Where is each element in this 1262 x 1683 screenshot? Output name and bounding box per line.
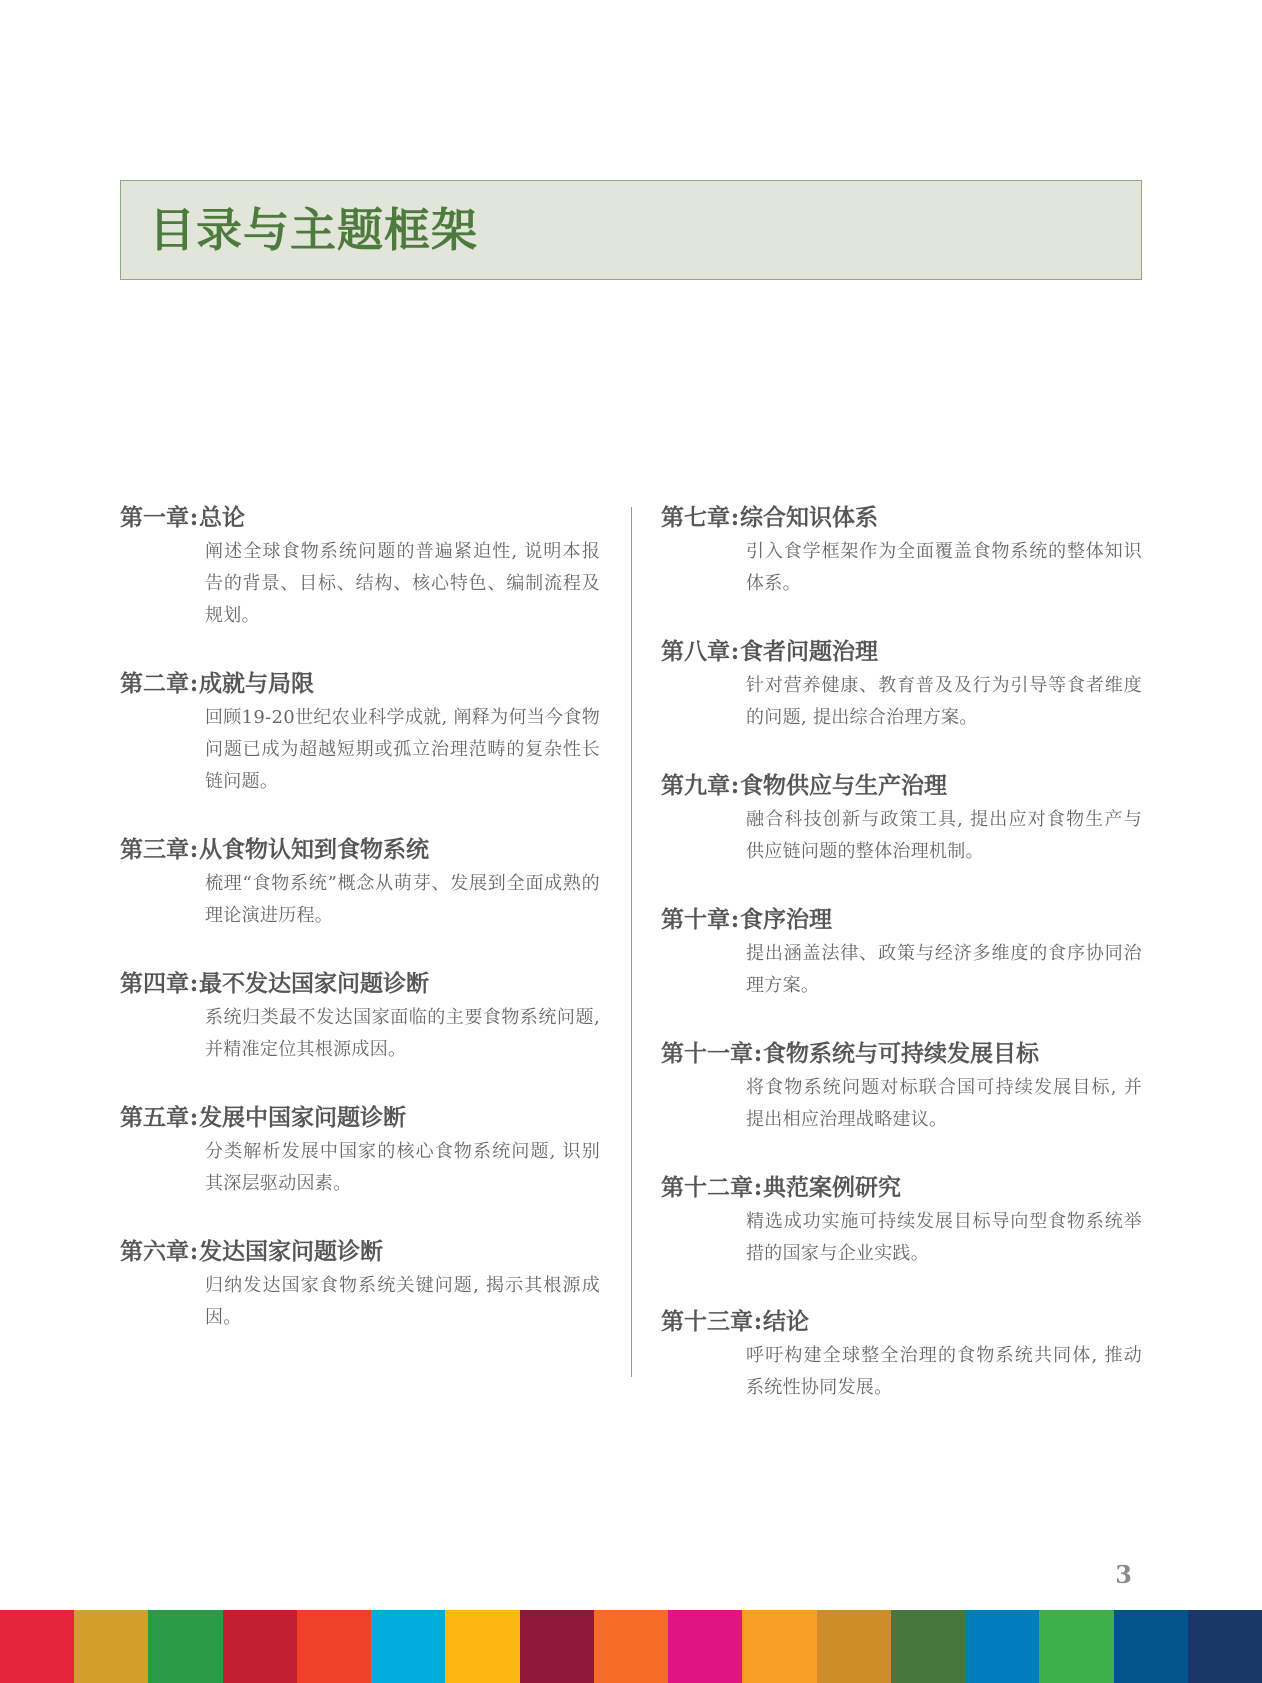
chapter-description: 融合科技创新与政策工具, 提出应对食物生产与供应链问题的整体治理机制。 xyxy=(746,809,1142,862)
chapter-number: 第十一章 xyxy=(661,1040,753,1067)
chapter-title: 最不发达国家问题诊断 xyxy=(199,970,429,997)
chapter-title: 综合知识体系 xyxy=(740,504,878,531)
title-banner xyxy=(120,180,1142,280)
color-segment xyxy=(742,1610,816,1683)
chapter-colon: : xyxy=(730,772,740,799)
chapter-colon: : xyxy=(730,504,740,531)
color-segment xyxy=(1039,1610,1113,1683)
chapter-description: 将食物系统问题对标联合国可持续发展目标, 并提出相应治理战略建议。 xyxy=(746,1077,1142,1130)
chapter-colon: : xyxy=(189,970,199,997)
toc-chapter xyxy=(661,768,1142,868)
color-segment xyxy=(1188,1610,1262,1683)
chapter-heading xyxy=(120,1234,600,1270)
chapter-number: 第十二章 xyxy=(661,1174,753,1201)
color-segment xyxy=(223,1610,297,1683)
chapter-number: 第六章 xyxy=(120,1238,189,1265)
color-segment xyxy=(891,1610,965,1683)
color-segment xyxy=(148,1610,222,1683)
chapter-title: 结论 xyxy=(763,1308,809,1335)
chapter-title: 总论 xyxy=(199,504,245,531)
chapter-colon: : xyxy=(189,836,199,863)
chapter-heading xyxy=(120,666,600,702)
chapter-description: 梳理“食物系统”概念从萌芽、发展到全面成熟的理论演进历程。 xyxy=(205,873,600,926)
toc-chapter xyxy=(120,832,600,932)
toc-chapter xyxy=(120,666,600,798)
chapter-colon: : xyxy=(753,1040,763,1067)
chapter-title: 食物供应与生产治理 xyxy=(740,772,947,799)
chapter-heading xyxy=(661,1170,1142,1206)
chapter-description: 引入食学框架作为全面覆盖食物系统的整体知识体系。 xyxy=(746,541,1142,594)
chapter-colon: : xyxy=(730,638,740,665)
chapter-heading xyxy=(661,634,1142,670)
chapter-colon: : xyxy=(753,1174,763,1201)
chapter-number: 第三章 xyxy=(120,836,189,863)
toc-chapter xyxy=(661,902,1142,1002)
chapter-heading xyxy=(120,832,600,868)
toc-chapter xyxy=(120,966,600,1066)
toc-chapter xyxy=(661,634,1142,734)
toc-chapter xyxy=(661,1304,1142,1404)
chapter-colon: : xyxy=(189,1238,199,1265)
color-segment xyxy=(297,1610,371,1683)
chapter-title: 食物系统与可持续发展目标 xyxy=(763,1040,1039,1067)
toc-chapter xyxy=(120,1100,600,1200)
chapter-title: 食序治理 xyxy=(740,906,832,933)
toc-chapter xyxy=(120,500,600,632)
chapter-heading xyxy=(120,1100,600,1136)
color-segment xyxy=(1114,1610,1188,1683)
chapter-colon: : xyxy=(189,670,199,697)
chapter-number: 第二章 xyxy=(120,670,189,697)
chapter-heading xyxy=(661,500,1142,536)
chapter-number: 第九章 xyxy=(661,772,730,799)
chapter-description: 针对营养健康、教育普及及行为引导等食者维度的问题, 提出综合治理方案。 xyxy=(746,675,1142,728)
toc-chapter xyxy=(661,500,1142,600)
color-segment xyxy=(371,1610,445,1683)
chapter-number: 第四章 xyxy=(120,970,189,997)
chapter-description: 阐述全球食物系统问题的普遍紧迫性, 说明本报告的背景、目标、结构、核心特色、编制流程及规划。 xyxy=(205,541,600,626)
color-segment xyxy=(74,1610,148,1683)
chapter-title: 发展中国家问题诊断 xyxy=(199,1104,406,1131)
chapter-title: 食者问题治理 xyxy=(740,638,878,665)
toc-left-column xyxy=(120,500,600,1368)
chapter-number: 第十章 xyxy=(661,906,730,933)
chapter-heading xyxy=(120,500,600,536)
chapter-number: 第七章 xyxy=(661,504,730,531)
chapter-colon: : xyxy=(730,906,740,933)
chapter-description: 呼吁构建全球整全治理的食物系统共同体, 推动系统性协同发展。 xyxy=(746,1345,1142,1398)
sdg-color-bar xyxy=(0,1610,1262,1683)
chapter-colon: : xyxy=(189,1104,199,1131)
color-segment xyxy=(0,1610,74,1683)
page-number: 3 xyxy=(1115,1560,1132,1589)
chapter-number: 第十三章 xyxy=(661,1308,753,1335)
color-segment xyxy=(817,1610,891,1683)
toc-chapter xyxy=(661,1170,1142,1270)
chapter-description: 回顾19-20世纪农业科学成就, 阐释为何当今食物问题已成为超越短期或孤立治理范畴的复杂性长链问题。 xyxy=(205,707,600,792)
chapter-number: 第一章 xyxy=(120,504,189,531)
chapter-description: 精选成功实施可持续发展目标导向型食物系统举措的国家与企业实践。 xyxy=(746,1211,1142,1264)
color-segment xyxy=(594,1610,668,1683)
chapter-description: 系统归类最不发达国家面临的主要食物系统问题, 并精准定位其根源成因。 xyxy=(205,1007,600,1060)
color-segment xyxy=(445,1610,519,1683)
toc-chapter xyxy=(120,1234,600,1334)
toc-right-column xyxy=(661,500,1142,1438)
color-segment xyxy=(668,1610,742,1683)
chapter-heading xyxy=(120,966,600,1002)
chapter-title: 发达国家问题诊断 xyxy=(199,1238,383,1265)
chapter-heading xyxy=(661,1304,1142,1340)
toc-chapter xyxy=(661,1036,1142,1136)
chapter-number: 第八章 xyxy=(661,638,730,665)
color-segment xyxy=(520,1610,594,1683)
chapter-title: 从食物认知到食物系统 xyxy=(199,836,429,863)
chapter-number: 第五章 xyxy=(120,1104,189,1131)
chapter-colon: : xyxy=(753,1308,763,1335)
column-divider xyxy=(631,507,632,1377)
chapter-colon: : xyxy=(189,504,199,531)
color-segment xyxy=(965,1610,1039,1683)
page-title: 目录与主题框架 xyxy=(149,203,478,257)
chapter-description: 归纳发达国家食物系统关键问题, 揭示其根源成因。 xyxy=(205,1275,600,1328)
chapter-description: 分类解析发展中国家的核心食物系统问题, 识别其深层驱动因素。 xyxy=(205,1141,600,1194)
chapter-heading xyxy=(661,902,1142,938)
chapter-title: 典范案例研究 xyxy=(763,1174,901,1201)
chapter-description: 提出涵盖法律、政策与经济多维度的食序协同治理方案。 xyxy=(746,943,1142,996)
chapter-heading xyxy=(661,768,1142,804)
chapter-title: 成就与局限 xyxy=(199,670,314,697)
chapter-heading xyxy=(661,1036,1142,1072)
